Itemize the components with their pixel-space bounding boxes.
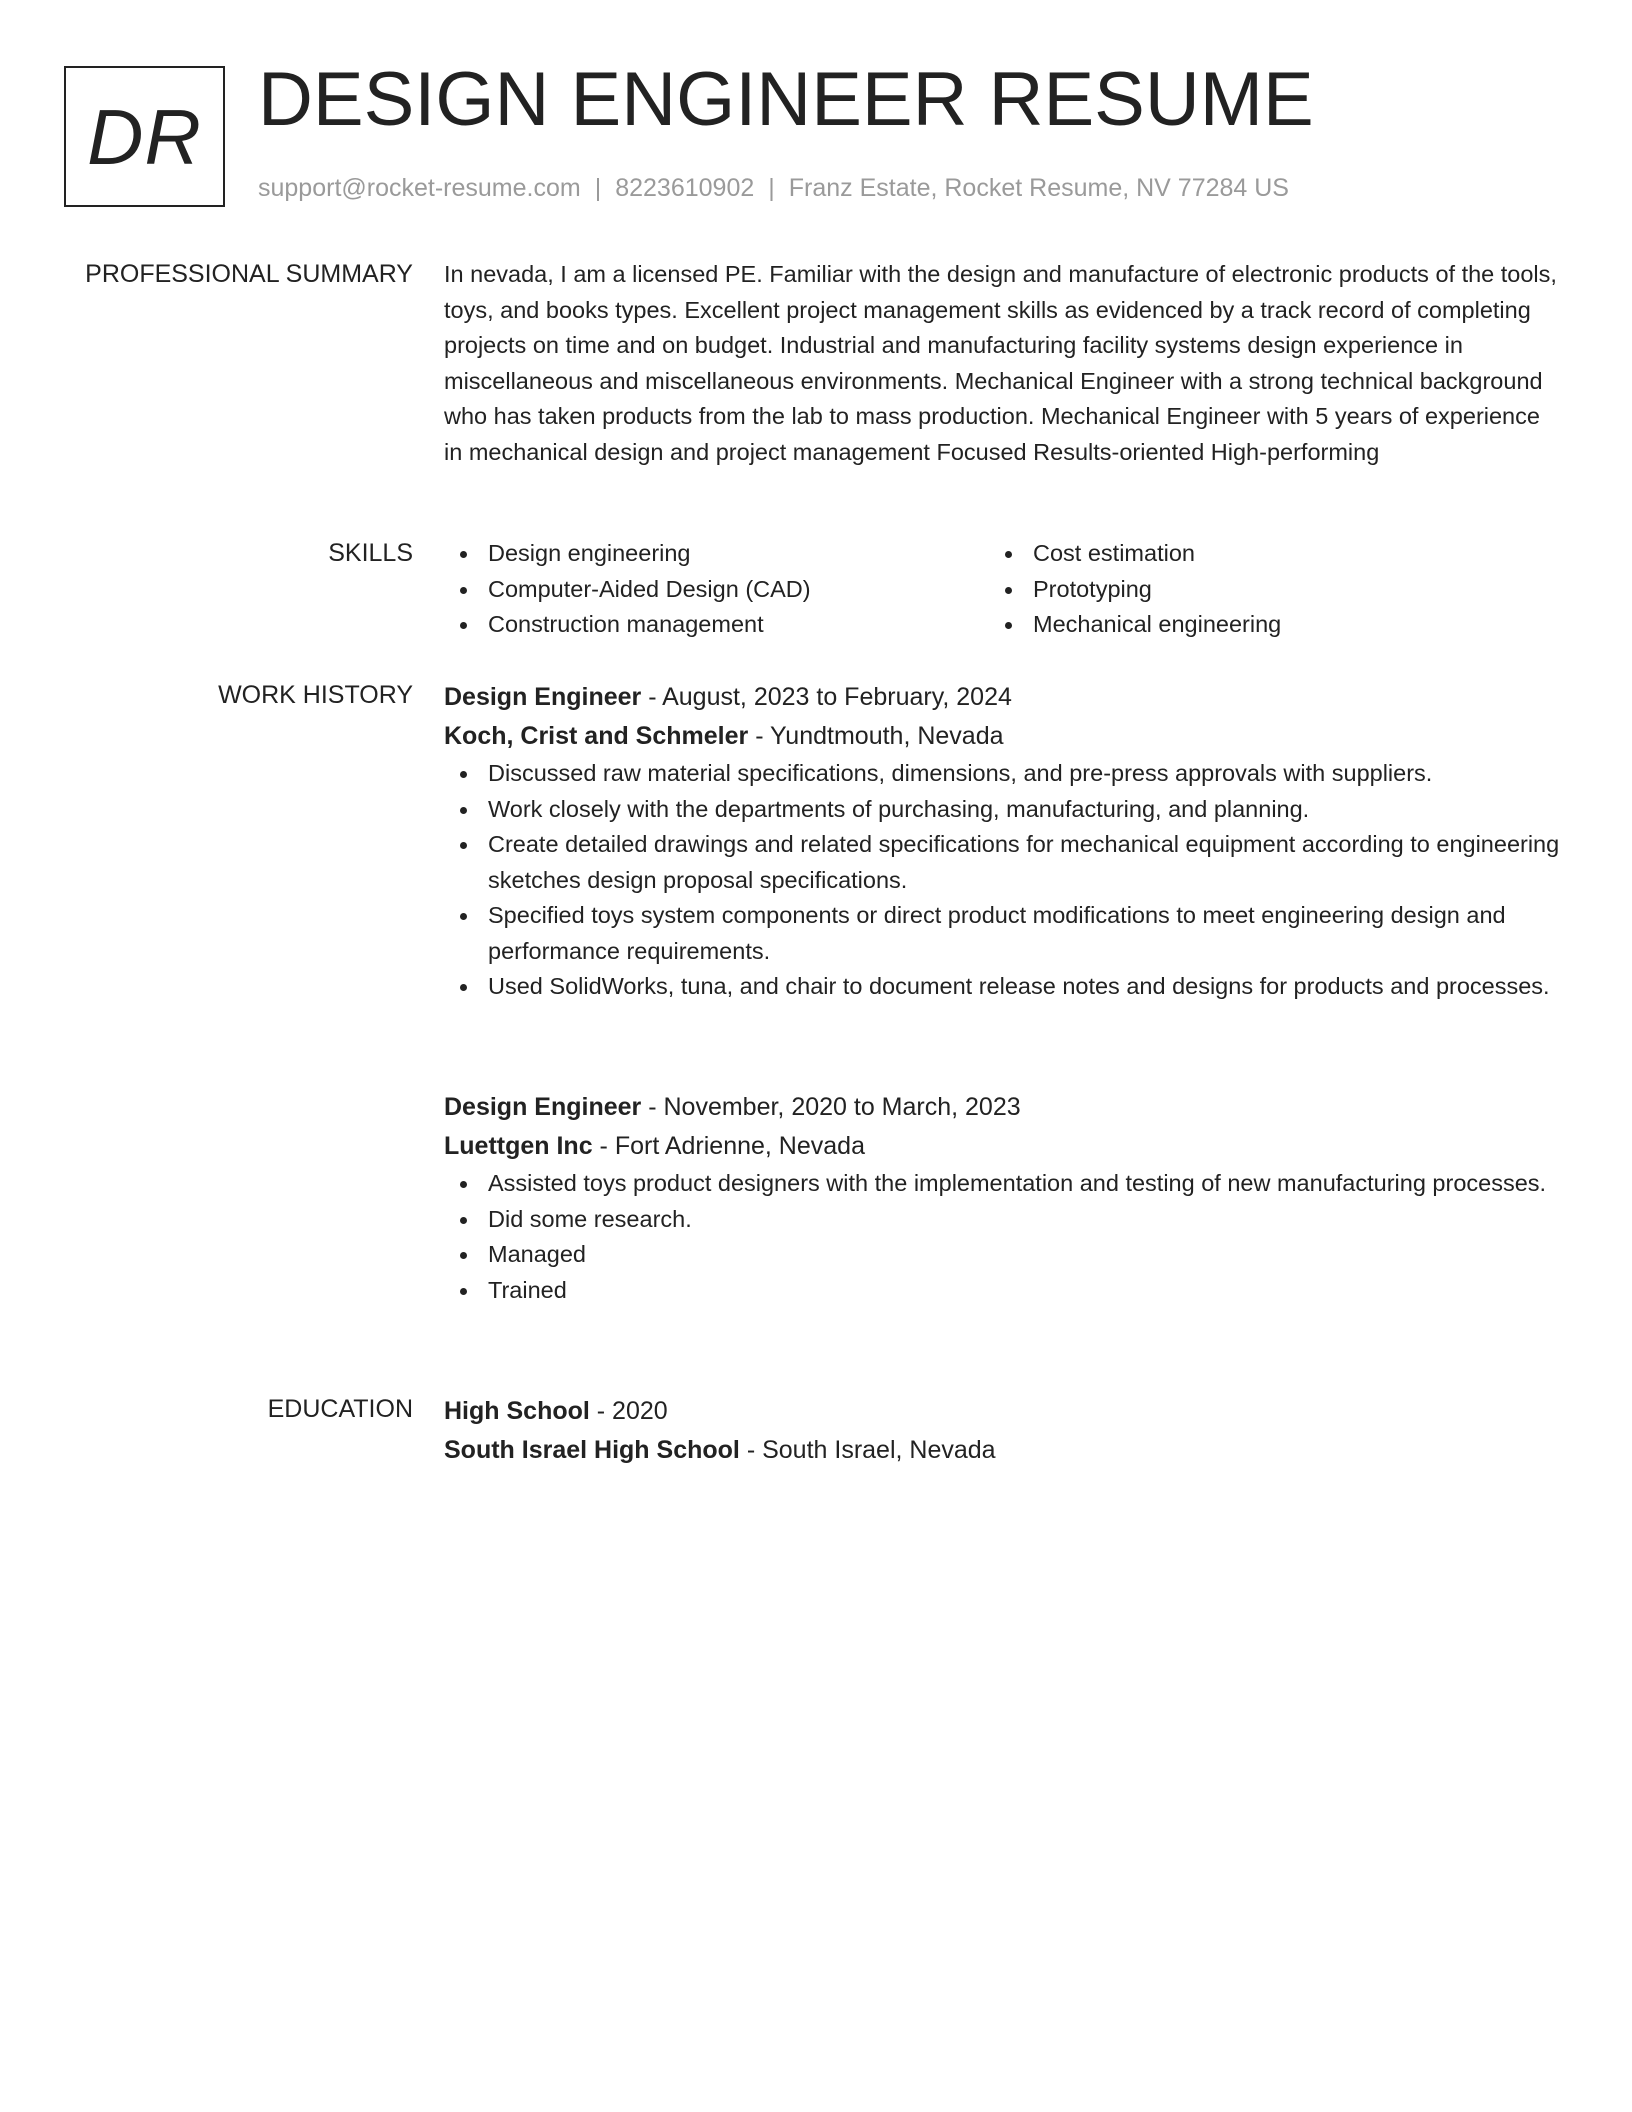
education-body — [444, 1392, 1562, 1470]
job-location: - Yundtmouth, Nevada — [748, 722, 1004, 750]
job-company-line — [444, 1127, 1562, 1166]
job-entry — [444, 678, 1562, 1005]
job-title-line — [444, 678, 1562, 717]
job-title: Design Engineer — [444, 1093, 642, 1121]
job-duty: Did some research. — [444, 1202, 1562, 1238]
education-degree-line — [444, 1392, 1562, 1431]
skill-item: Prototyping — [989, 572, 1534, 608]
skills-body — [444, 536, 1562, 643]
work-history-body-2 — [444, 1088, 1562, 1308]
skills-list-left — [444, 536, 989, 643]
contact-line — [258, 174, 1289, 203]
job-duties — [444, 756, 1562, 1005]
job-duty: Assisted toys product designers with the implementation and testing of new manufacturing processes. — [444, 1166, 1562, 1202]
education-school: South Israel High School — [444, 1436, 740, 1464]
job-duty: Work closely with the departments of purchasing, manufacturing, and planning. — [444, 792, 1562, 828]
skills-grid — [444, 536, 1562, 643]
contact-separator: | — [594, 174, 602, 202]
job-title: Design Engineer — [444, 683, 642, 711]
education-degree: High School — [444, 1397, 590, 1425]
job-duty: Used SolidWorks, tuna, and chair to document release notes and designs for products and processes. — [444, 969, 1562, 1005]
job-duty: Managed — [444, 1237, 1562, 1273]
contact-address: Franz Estate, Rocket Resume, NV 77284 US — [788, 174, 1289, 202]
job-location: - Fort Adrienne, Nevada — [592, 1132, 865, 1160]
skill-item: Computer-Aided Design (CAD) — [444, 572, 989, 608]
summary-body — [444, 257, 1562, 470]
job-company-line — [444, 717, 1562, 756]
job-duty: Create detailed drawings and related specifications for mechanical equipment according to engineering sketches design proposal specifications. — [444, 827, 1562, 898]
page-title: DESIGN ENGINEER RESUME — [258, 57, 1314, 142]
contact-email: support@rocket-resume.com — [258, 174, 581, 202]
job-title-line — [444, 1088, 1562, 1127]
education-location: - South Israel, Nevada — [739, 1436, 996, 1464]
job-duty: Trained — [444, 1273, 1562, 1309]
education-year: - 2020 — [589, 1397, 668, 1425]
skill-item: Cost estimation — [989, 536, 1534, 572]
work-history-heading: WORK HISTORY — [218, 681, 413, 709]
education-heading: EDUCATION — [267, 1395, 413, 1423]
job-company: Luettgen Inc — [444, 1132, 593, 1160]
summary-heading: PROFESSIONAL SUMMARY — [85, 260, 413, 288]
work-history-body — [444, 678, 1562, 1005]
skill-item: Design engineering — [444, 536, 989, 572]
skill-item: Construction management — [444, 607, 989, 643]
job-dates: - August, 2023 to February, 2024 — [641, 683, 1012, 711]
job-duty: Discussed raw material specifications, dimensions, and pre-press approvals with suppliers. — [444, 756, 1562, 792]
contact-separator: | — [768, 174, 775, 202]
job-entry — [444, 1088, 1562, 1308]
job-dates: - November, 2020 to March, 2023 — [641, 1093, 1021, 1121]
job-company: Koch, Crist and Schmeler — [444, 722, 749, 750]
contact-phone: 8223610902 — [615, 174, 755, 202]
job-duties — [444, 1166, 1562, 1308]
monogram-box — [64, 66, 225, 207]
education-school-line — [444, 1431, 1562, 1470]
skills-list-right — [989, 536, 1534, 643]
summary-text: In nevada, I am a licensed PE. Familiar with the design and manufacture of electronic products of the tools, toys, and books types. Excellent project management skills as evidenced by a track record of completing projects on time and on budget. Industrial and manufacturing facility systems design experience in miscellaneous and miscellaneous environments. Mechanical Engineer with a strong technical background who has taken products from the lab to mass production. Mechanical Engineer with 5 years of experience in mechanical design and project management Focused Results-oriented High-performing — [444, 261, 1557, 465]
monogram-initials: DR — [87, 92, 202, 181]
skills-heading: SKILLS — [328, 539, 413, 567]
job-duty: Specified toys system components or direct product modifications to meet engineering design and performance requirements. — [444, 898, 1562, 969]
skill-item: Mechanical engineering — [989, 607, 1534, 643]
